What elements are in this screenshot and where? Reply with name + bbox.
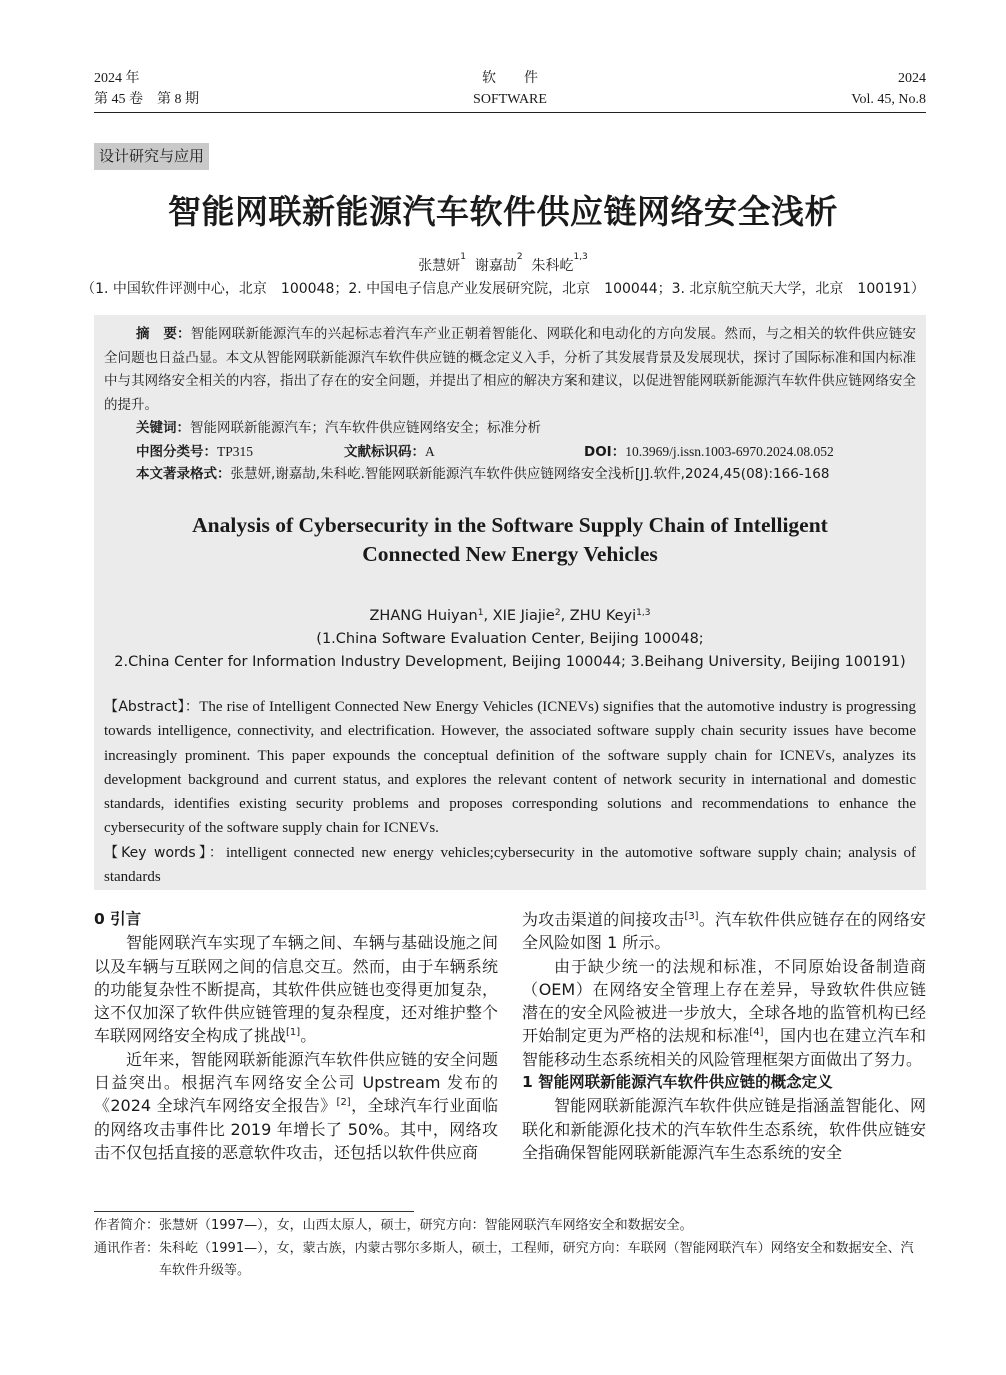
author-sup: 2 xyxy=(554,608,561,618)
header-year: 2024 xyxy=(898,71,926,86)
doc-code-label: 文献标识码： xyxy=(344,444,425,460)
author-sup: 1,3 xyxy=(573,252,588,262)
abstract-text: 智能网联新能源汽车的兴起标志着汽车产业正朝着智能化、网联化和电动化的方向发展。然而，与之相关的软件供应链安全问题也日益凸显。本文从智能网联新能源汽车软件供应链的概念定义入手，分析了其发展背景及发展现状，探讨了国际标准和国内标准中与其网络安全相关的内容，指出了存在的安全问题，并提出了相应的解决方案和建议，以促进智能网联新能源汽车软件供应链网络安全的提升。 xyxy=(104,326,916,413)
section-heading: 0 引言 xyxy=(94,910,142,928)
paper-title: 智能网联新能源汽车软件供应链网络安全浅析 xyxy=(168,192,838,231)
author-sup: 1 xyxy=(460,252,466,262)
english-title-line: Analysis of Cybersecurity in the Software Supply Chain of Intelligent xyxy=(192,513,828,537)
paragraph xyxy=(522,955,926,1071)
header-year-cn: 2024 年 xyxy=(94,71,140,86)
doi-value: 10.3969/j.issn.1003-6970.2024.08.052 xyxy=(625,444,834,459)
citation-ref: [2] xyxy=(336,1097,351,1109)
paragraph: 智能网联新能源汽车软件供应链是指涵盖智能化、网联化和新能源化技术的汽车软件生态系统，软件供应链安全指确保智能网联新能源汽车生态系统的安全 xyxy=(522,1096,926,1162)
author-bio: 张慧妍（1997—），女，山西太原人，硕士，研究方向：智能网联汽车网络安全和数据安全。 xyxy=(159,1218,693,1233)
footnote-label: 作者简介： xyxy=(94,1218,160,1233)
footnotes xyxy=(94,1215,926,1283)
section-tag: 设计研究与应用 xyxy=(94,143,209,170)
classification-row xyxy=(136,440,926,464)
author-name-en: ZHU Keyi xyxy=(569,608,637,624)
paragraph-text: 。汽车软件供应链存在的网络安全风险如图 1 所示。 xyxy=(522,910,926,953)
citation-value: 张慧妍,谢嘉劼,朱科屹.智能网联新能源汽车软件供应链网络安全浅析[J].软件,2024,45(08):166-168 xyxy=(230,466,830,482)
author-name: 张慧妍 xyxy=(418,258,461,274)
paragraph-text: ，国内也在建立汽车和智能移动生态系统相关的风险管理框架方面做出了努力。 xyxy=(522,1026,926,1069)
section-heading: 1 智能网联新能源汽车软件供应链的概念定义 xyxy=(522,1073,833,1092)
footnote-rule xyxy=(94,1211,414,1212)
clc-value: TP315 xyxy=(217,444,254,459)
doi-label: DOI： xyxy=(584,444,626,460)
english-affiliation: 2.China Center for Information Industry Development, Beijing 100044; 3.Beihang University, Beijing 100191) xyxy=(114,654,906,670)
citation-ref: [4] xyxy=(749,1027,764,1039)
abstract-box xyxy=(94,315,926,890)
keywords-cn xyxy=(136,417,541,440)
abstract-label: 摘 要： xyxy=(136,326,191,342)
paragraph xyxy=(94,1048,498,1164)
header-center xyxy=(94,68,926,110)
running-header xyxy=(94,68,926,113)
paragraph-text: 由于缺少统一的法规和标准，不同原始设备制造商（OEM）在网络安全管理上存在差异，导致软件供应链潜在的安全风险被进一步放大，全球各地的监管机构已经开始制定更为严格的法规和标准 xyxy=(522,956,926,1046)
corresponding-author: 朱科屹（1991—），女，蒙古族，内蒙古鄂尔多斯人，硕士，工程师，研究方向：车联网（智能网联汽车）网络安全和数据安全、汽车软件升级等。 xyxy=(159,1240,914,1278)
english-abstract-label: 【Abstract】： xyxy=(104,699,200,715)
left-column xyxy=(94,908,498,1164)
keywords-text: 智能网联新能源汽车；汽车软件供应链网络安全；标准分析 xyxy=(190,420,541,436)
doc-code-value: A xyxy=(425,444,435,459)
keywords-label: 关键词： xyxy=(136,420,190,436)
journal-name-cn: 软 件 xyxy=(482,71,538,86)
english-keywords-text: intelligent connected new energy vehicles;cybersecurity in the automotive software supply chain; analysis of standards xyxy=(104,844,916,886)
citation-format xyxy=(136,463,829,486)
header-volume: Vol. 45, No.8 xyxy=(851,92,926,107)
author-sup: 1,3 xyxy=(636,608,651,618)
citation-ref: [1] xyxy=(286,1027,301,1039)
author-name: 朱科屹 xyxy=(531,258,574,274)
paragraph-text: ，全球汽车行业面临的网络攻击事件比 2019 年增长了 50%。其中，网络攻击不仅包括直接的恶意软件攻击，还包括以软件供应商 xyxy=(94,1096,498,1162)
english-affiliation: (1.China Software Evaluation Center, Beijing 100048; xyxy=(316,631,704,647)
author-name-en: ZHANG Huiyan xyxy=(369,608,478,624)
english-title xyxy=(94,511,926,569)
english-abstract xyxy=(104,695,916,889)
paragraph-text: 为攻击渠道的间接攻击 xyxy=(522,910,685,929)
paragraph-text: 智能网联汽车实现了车辆之间、车辆与基础设施之间以及车辆与互联网之间的信息交互。然而，由于车辆系统的功能复杂性不断提高，其软件供应链也变得更加复杂，这不仅加深了软件供应链管理的复杂程度，还对维护整个车联网网络安全构成了挑战 xyxy=(94,933,498,1046)
author-sup: 1 xyxy=(477,608,484,618)
english-title-line: Connected New Energy Vehicles xyxy=(362,542,658,566)
paragraph xyxy=(522,908,926,955)
header-right xyxy=(851,68,926,110)
english-keywords-label: 【Key words】： xyxy=(104,844,227,861)
abstract-cn xyxy=(104,323,916,417)
citation-label: 本文著录格式： xyxy=(136,466,231,482)
paragraph-text: 。 xyxy=(300,1026,317,1046)
paragraph-text: 近年来，智能网联新能源汽车软件供应链的安全问题日益突出。根据汽车网络安全公司 Upstream 发布的《2024 全球汽车网络安全报告》 xyxy=(94,1049,498,1116)
author-name: 谢嘉劼 xyxy=(474,258,517,274)
footnote-label: 通讯作者： xyxy=(94,1240,160,1256)
citation-ref: [3] xyxy=(684,911,699,922)
journal-name-en: SOFTWARE xyxy=(473,92,547,107)
right-column xyxy=(522,908,926,1164)
paragraph xyxy=(94,931,498,1047)
affiliations: （1. 中国软件评测中心，北京 100048；2. 中国电子信息产业发展研究院，北京 100044；3. 北京航空航天大学，北京 100191） xyxy=(81,281,925,297)
clc-label: 中图分类号： xyxy=(136,444,217,460)
author-name-en: XIE Jiajie xyxy=(492,608,555,624)
header-issue-cn: 第 45 卷 第 8 期 xyxy=(94,92,199,107)
english-authors: ZHANG Huiyan$^1$, XIE Jiajie$^2$, ZHU Keyi$^{1,3}$ (1.China Software Evaluation Center, Beijing 100048; 2.China Center for Information Industry Development, Beijing 100044; 3.Beihang University, Beijing 100191) xyxy=(94,605,926,674)
author-list xyxy=(0,252,1006,275)
english-abstract-text: The rise of Intelligent Connected New Energy Vehicles (ICNEVs) signifies that the automotive industry is progressing towards intelligence, connectivity, and electrification. However, the associated software supply chain security issues have become increasingly prominent. This paper expounds the conceptual definition of the software supply chain for ICNEVs, analyzes its development background and current status, and explores the relevant content of network security in international and domestic standards, identifies existing security problems and proposes corresponding solutions and recommendations to enhance the cybersecurity of the software supply chain for ICNEVs. xyxy=(104,699,916,837)
author-sup: 2 xyxy=(516,252,523,262)
